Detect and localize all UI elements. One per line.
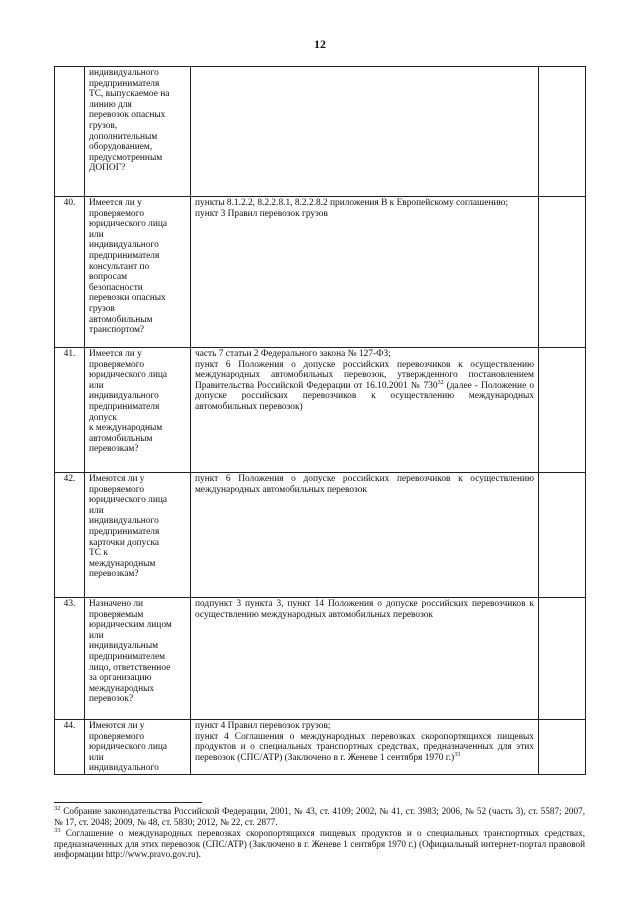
footnote-text: Собрание законодательства Российской Федерации, 2001, № 43, ст. 4109; 2002, № 41, ст. 3983; 2006, № 52 (часть 3), ст. 5587; 2007, № 17, ст. 2048; 2009, № 48, ст. 5830; 2012, № 22, ст. 2877. xyxy=(54,806,585,827)
question-line: оборудованием, xyxy=(89,142,153,153)
legal-reference-text: пункты 8.1.2.2, 8.2.2.8.1, 8.2.2.8.2 приложения В к Европейскому соглашению; xyxy=(195,198,509,208)
question-cell xyxy=(85,473,191,598)
legal-reference-text: подпункт 3 пункта 3, пункт 14 Положения о допуске российских перевозчиков к осуществлению международных автомобильных перевозок xyxy=(195,599,534,620)
page-number: 12 xyxy=(314,37,326,51)
legal-reference xyxy=(195,209,534,220)
question-line: Имеются ли у xyxy=(89,474,145,484)
question-line: предусмотренным xyxy=(89,152,163,163)
question-line: индивидуального xyxy=(89,516,159,527)
question-line: индивидуальным xyxy=(89,641,159,652)
question-line: индивидуального xyxy=(89,68,159,78)
question-line: линию для xyxy=(89,99,132,110)
question-line: безопасности xyxy=(89,282,143,293)
question-line: лицо, ответственное xyxy=(89,662,171,673)
question-line: автомобильным xyxy=(89,433,153,444)
question-line: дополнительным xyxy=(89,131,158,142)
question-line: карточки допуска xyxy=(89,537,160,548)
question-line: ДОПОГ? xyxy=(89,163,126,174)
legal-reference-cell xyxy=(191,348,539,473)
legal-reference-text: пункт 6 Положения о допуске российских перевозчиков к осуществлению международных автомобильных перевозок xyxy=(195,474,534,495)
table-row xyxy=(55,197,586,348)
question-cell xyxy=(85,348,191,473)
legal-reference xyxy=(195,732,534,764)
question-line: предпринимателя xyxy=(89,250,160,261)
question-line: международных xyxy=(89,683,155,694)
question-line: Имеется ли у xyxy=(89,198,142,208)
legal-reference-cell xyxy=(191,197,539,348)
question-line: юридическим лицом xyxy=(89,620,172,631)
table-row xyxy=(55,598,586,720)
question-line: Назначено ли xyxy=(89,599,144,609)
row-number: 44. xyxy=(55,720,85,775)
checklist-table xyxy=(54,66,586,775)
table-row xyxy=(55,473,586,598)
row-number: 40. xyxy=(55,197,85,348)
legal-reference-text: пункт 4 Правил перевозок грузов; xyxy=(195,721,331,731)
legal-reference-cell xyxy=(191,598,539,720)
legal-reference xyxy=(195,474,534,495)
legal-reference-cell xyxy=(191,67,539,197)
question-line: предпринимателем xyxy=(89,651,166,662)
question-line: Имеется ли у xyxy=(89,349,142,359)
footnote-marker: 32 xyxy=(437,379,444,386)
answer-cell xyxy=(539,720,586,775)
question-line: перевозок? xyxy=(89,694,134,705)
question-line: или xyxy=(89,229,104,240)
question-line: проверяемого xyxy=(89,731,145,742)
question-line: юридического лица xyxy=(89,370,168,381)
question-line: юридического лица xyxy=(89,219,168,230)
question-line: к международным xyxy=(89,423,163,434)
question-line: проверяемого xyxy=(89,484,145,495)
legal-reference xyxy=(195,349,534,360)
table-row xyxy=(55,348,586,473)
question-cell xyxy=(85,67,191,197)
legal-reference xyxy=(195,360,534,413)
question-line: транспортом? xyxy=(89,325,145,336)
row-number: 43. xyxy=(55,598,85,720)
legal-reference-cell xyxy=(191,473,539,598)
question-line: перевозок опасных xyxy=(89,110,166,121)
footnote xyxy=(54,806,585,827)
table-row xyxy=(55,720,586,775)
question-line: индивидуального xyxy=(89,391,159,402)
question-line: допуск xyxy=(89,412,117,423)
question-line: международным xyxy=(89,558,156,569)
question-line: юридического лица xyxy=(89,742,168,753)
legal-reference-text: (далее - Положение о допуске российских перевозчиков к осуществлению международных автомобильных перевозок) xyxy=(195,380,535,412)
question-line: предпринимателя xyxy=(89,526,160,537)
footnote-separator xyxy=(54,802,202,803)
question-line: предпринимателя xyxy=(89,78,160,89)
legal-reference xyxy=(195,721,534,732)
footnote-marker: 33 xyxy=(454,751,461,758)
question-line: перевозки опасных xyxy=(89,293,166,304)
answer-cell xyxy=(539,598,586,720)
question-line: автомобильным xyxy=(89,314,153,325)
legal-reference-cell xyxy=(191,720,539,775)
answer-cell xyxy=(539,473,586,598)
question-cell xyxy=(85,598,191,720)
row-number: 41. xyxy=(55,348,85,473)
question-line: проверяемого xyxy=(89,359,145,370)
legal-reference xyxy=(195,599,534,620)
question-line: предпринимателя xyxy=(89,401,160,412)
question-line: ТС к xyxy=(89,548,108,559)
question-line: ТС, выпускаемое на xyxy=(89,89,170,100)
question-line: перевозкам? xyxy=(89,444,139,455)
question-cell xyxy=(85,197,191,348)
question-line: перевозкам? xyxy=(89,569,139,580)
footnote-mark: 33 xyxy=(54,827,61,835)
question-line: проверяемого xyxy=(89,208,145,219)
question-line: консультант по xyxy=(89,261,150,272)
answer-cell xyxy=(539,197,586,348)
table-row xyxy=(55,67,586,197)
question-cell xyxy=(85,720,191,775)
question-line: грузов xyxy=(89,303,115,314)
row-number xyxy=(55,67,85,197)
question-line: или xyxy=(89,630,104,641)
legal-reference-text: пункт 4 Соглашения о международных перевозках скоропортящихся пищевых продуктов и о специальных транспортных средствах, предназначенных для этих перевозок (СПС/АТР) (Заключено в г. Женеве 1 сентября 1970 г.) xyxy=(195,731,534,763)
row-number: 42. xyxy=(55,473,85,598)
legal-reference-text: часть 7 статьи 2 Федерального закона № 127-ФЗ; xyxy=(195,349,391,359)
legal-reference xyxy=(195,198,534,209)
footnotes xyxy=(54,806,585,861)
question-line: или xyxy=(89,380,104,391)
question-line: Имеются ли у xyxy=(89,721,145,731)
question-line: юридического лица xyxy=(89,495,168,506)
answer-cell xyxy=(539,348,586,473)
question-line: грузов, xyxy=(89,120,118,131)
answer-cell xyxy=(539,67,586,197)
question-line: за организацию xyxy=(89,673,152,684)
question-line: или xyxy=(89,505,104,516)
question-line: проверяемым xyxy=(89,609,144,620)
question-line: или xyxy=(89,752,104,763)
footnote-text: Соглашение о международных перевозках скоропортящихся пищевых продуктов и о специальных транспортных средствах, предназначенных для этих перевозок (СПС/АТР) (Заключено в г. Женеве 1 сентября 1970 г.) (Официальный интернет-портал правовой информации http://www.pravo.gov.ru). xyxy=(54,828,585,860)
question-line: индивидуального xyxy=(89,763,159,774)
footnote xyxy=(54,828,585,860)
legal-reference-text: пункт 6 Положения о допуске российских перевозчиков к осуществлению международных автомобильных перевозок, утвержденного постановлением Правительства Российской Федерации от 16.10.2001 № 730 xyxy=(195,359,534,391)
question-line: индивидуального xyxy=(89,240,159,251)
footnote-mark: 32 xyxy=(54,804,61,812)
question-line: вопросам xyxy=(89,272,128,283)
legal-reference-text: пункт 3 Правил перевозок грузов xyxy=(195,208,328,219)
